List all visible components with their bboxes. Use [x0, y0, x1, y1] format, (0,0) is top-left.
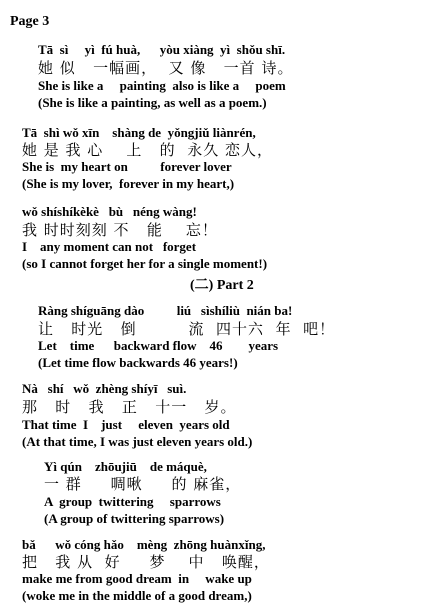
stanza-5-pinyin: Nà shí wǒ zhèng shíyī suì. [22, 381, 187, 396]
stanza-7-translation: (woke me in the middle of a good dream,) [22, 588, 252, 603]
stanza-6-hanzi: 一 群 啁啾 的 麻雀， [44, 475, 242, 493]
stanza-2-translation: (She is my lover, forever in my heart,) [22, 176, 235, 191]
stanza-6-pinyin: Yì qún zhōujiū de máquè, [44, 459, 207, 474]
section-heading: (二) Part 2 [190, 278, 254, 293]
stanza-5-gloss: That time I just eleven years old [22, 417, 230, 432]
stanza-6-translation: (A group of twittering sparrows) [44, 511, 225, 526]
stanza-3-gloss: I any moment can not forget [22, 239, 197, 254]
stanza-5-hanzi: 那 时 我 正 十一 岁。 [22, 398, 237, 416]
stanza-7-gloss: make me from good dream in wake up [22, 571, 252, 586]
stanza-3-translation: (so I cannot forget her for a single moment!) [22, 256, 268, 271]
stanza-1-pinyin: Tā sì yì fú huà, yòu xiàng yì shǒu shī. [38, 42, 286, 57]
stanza-4-hanzi: 让 时光 倒 流 四十六 年 吧！ [38, 320, 336, 338]
page-number: Page 3 [10, 14, 50, 29]
stanza-3-pinyin: wǒ shíshíkèkè bù néng wàng! [22, 204, 197, 219]
stanza-1-translation: (She is like a painting, as well as a poem.) [38, 95, 267, 110]
stanza-7-pinyin: bǎ wǒ cóng hǎo mèng zhōng huànxǐng, [22, 537, 266, 552]
stanza-6-gloss: A group twittering sparrows [44, 494, 221, 509]
stanza-2-pinyin: Tā shì wǒ xīn shàng de yǒngjiǔ liànrén, [22, 125, 256, 140]
stanza-2-hanzi: 她 是 我 心 上 的 永久 恋人， [22, 141, 273, 159]
stanza-2-gloss: She is my heart on forever lover [22, 159, 232, 174]
stanza-7-hanzi: 把 我 从 好 梦 中 唤醒， [22, 553, 270, 571]
stanza-5-translation: (At that time, I was just eleven years old.) [22, 434, 253, 449]
stanza-4-translation: (Let time flow backwards 46 years!) [38, 355, 238, 370]
stanza-4-pinyin: Ràng shíguāng dào liú sìshíliù nián ba! [38, 303, 293, 318]
stanza-1-hanzi: 她 似 一幅画， 又 像 一首 诗。 [38, 59, 294, 77]
stanza-3-hanzi: 我 时时刻刻 不 能 忘！ [22, 221, 218, 239]
stanza-4-gloss: Let time backward flow 46 years [38, 338, 279, 353]
stanza-1-gloss: She is like a painting also is like a poem [38, 78, 286, 93]
